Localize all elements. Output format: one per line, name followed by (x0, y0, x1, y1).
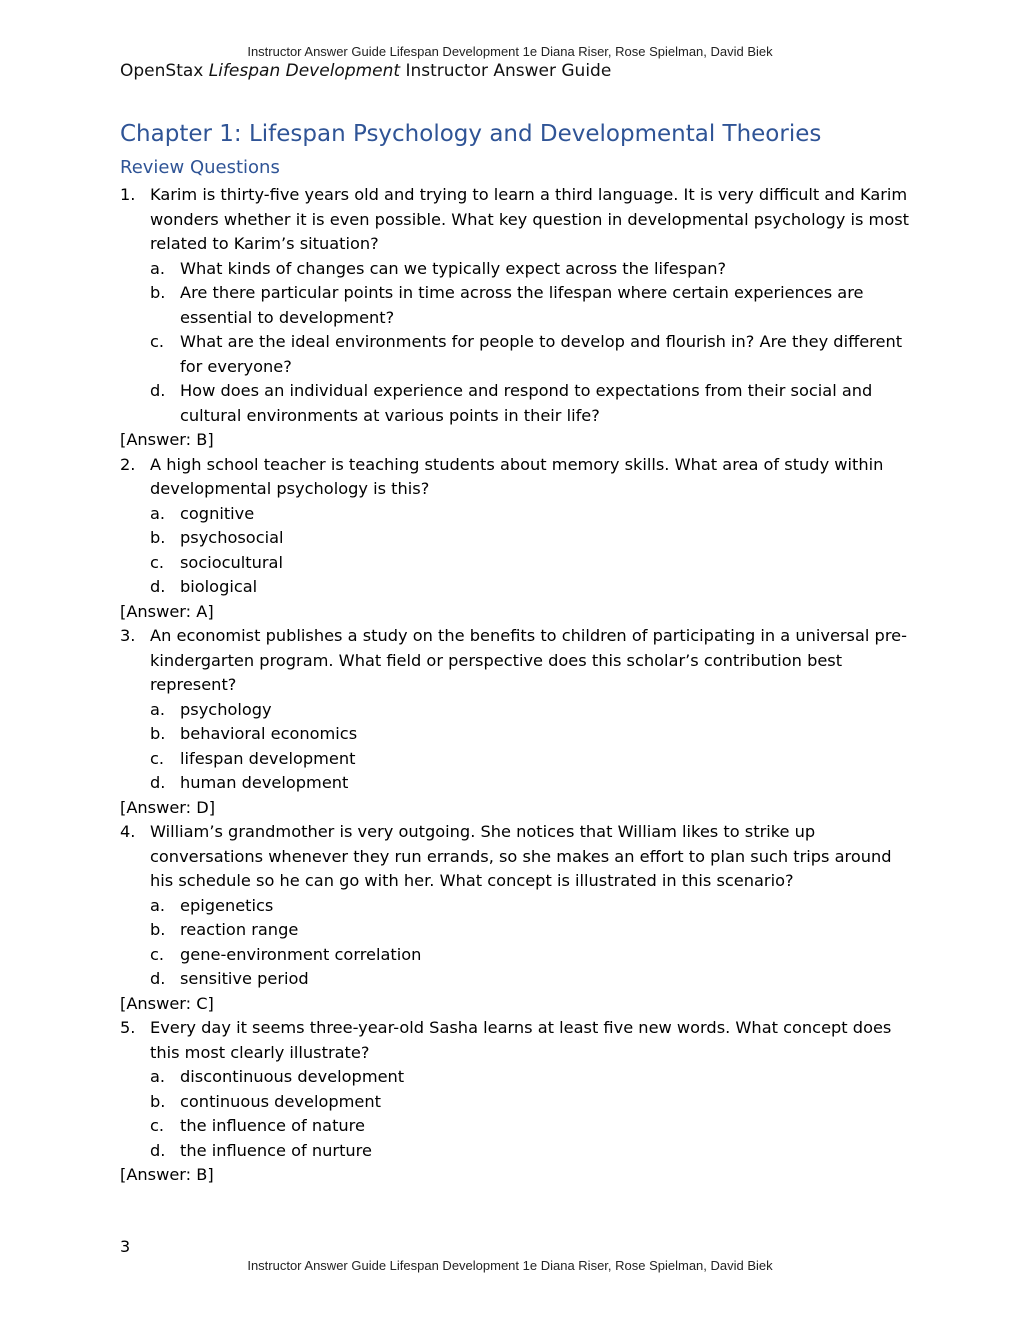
answer-key: [Answer: C] (120, 993, 214, 1013)
option-text: discontinuous development (180, 1067, 405, 1086)
answer-option (120, 551, 910, 576)
question-item (120, 1016, 910, 1065)
option-letter: c. (150, 552, 165, 572)
option-letter: d. (150, 577, 166, 596)
answer-option (120, 575, 910, 600)
option-letter: d. (150, 773, 166, 792)
option-text: What are the ideal environments for people to develop and flourish in? Are they different for everyone? (180, 332, 903, 376)
option-text: the influence of nurture (180, 1140, 372, 1160)
header-guide: Instructor Answer Guide (405, 61, 612, 81)
option-letter: c. (150, 332, 165, 351)
answer-key: [Answer: B] (120, 430, 214, 449)
answer-option (120, 1139, 910, 1164)
option-letter: b. (150, 1091, 166, 1111)
page-number: 3 (120, 1237, 131, 1256)
answer-option (120, 502, 910, 527)
option-text: Are there particular points in time across the lifespan where certain experiences are essential to development? (180, 283, 864, 327)
option-letter: c. (150, 1116, 165, 1135)
option-text: reaction range (180, 920, 299, 939)
answer-option (120, 918, 910, 943)
answer-option (120, 747, 910, 772)
option-letter: b. (150, 920, 166, 939)
option-text: cognitive (180, 503, 255, 523)
option-text: the influence of nature (180, 1116, 365, 1135)
option-text: human development (180, 773, 349, 792)
option-text: biological (180, 577, 258, 596)
option-letter: a. (150, 258, 166, 278)
answer-option (120, 1114, 910, 1139)
header-publisher: OpenStax (120, 61, 204, 81)
question-number: 5. (120, 1018, 136, 1037)
option-text: What kinds of changes can we typically expect across the lifespan? (180, 258, 727, 278)
questions-list (120, 183, 910, 1188)
question-item (120, 183, 910, 257)
question-number: 3. (120, 626, 136, 645)
option-letter: b. (150, 724, 166, 743)
question-text: An economist publishes a study on the benefits to children of participating in a universal pre-kindergarten program. What field or perspective does this scholar’s contribution best represent? (150, 626, 907, 694)
answer-key: [Answer: D] (120, 797, 216, 817)
running-header: Instructor Answer Guide Lifespan Development 1e Diana Riser, Rose Spielman, David Biek (247, 44, 773, 59)
option-text: gene-environment correlation (180, 944, 422, 964)
option-text: psychology (180, 699, 272, 719)
answer-option (120, 257, 910, 282)
question-number: 2. (120, 454, 136, 474)
option-text: lifespan development (180, 748, 356, 768)
option-text: psychosocial (180, 528, 284, 547)
option-letter: c. (150, 944, 165, 964)
option-letter: d. (150, 969, 166, 988)
question-text: William’s grandmother is very outgoing. She notices that William likes to strike up conversations whenever they run errands, so she makes an effort to plan such trips around his schedule so he can go with her. What concept is illustrated in this scenario? (150, 822, 892, 890)
running-footer: Instructor Answer Guide Lifespan Development 1e Diana Riser, Rose Spielman, David Biek (247, 1258, 773, 1273)
answer-option (120, 698, 910, 723)
question-item (120, 453, 910, 502)
answer-option (120, 722, 910, 747)
option-letter: c. (150, 748, 165, 768)
option-text: behavioral economics (180, 724, 358, 743)
question-item (120, 820, 910, 894)
option-letter: d. (150, 1140, 166, 1160)
document-header (120, 61, 611, 81)
section-title: Review Questions (120, 157, 280, 178)
option-letter: a. (150, 699, 166, 719)
answer-option (120, 1090, 910, 1115)
header-book-title: Lifespan Development (208, 61, 401, 81)
option-letter: a. (150, 895, 166, 915)
option-text: How does an individual experience and respond to expectations from their social and cultural environments at various points in their life? (180, 381, 873, 425)
answer-option (120, 379, 910, 428)
option-letter: b. (150, 528, 166, 547)
option-text: sensitive period (180, 969, 309, 988)
option-text: sociocultural (180, 552, 283, 572)
question-number: 1. (120, 185, 136, 204)
option-letter: a. (150, 503, 166, 523)
question-text: A high school teacher is teaching students about memory skills. What area of study within developmental psychology is this? (150, 454, 884, 498)
answer-option (120, 771, 910, 796)
answer-option (120, 526, 910, 551)
question-number: 4. (120, 822, 136, 841)
question-text: Every day it seems three-year-old Sasha learns at least five new words. What concept does this most clearly illustrate? (150, 1018, 892, 1062)
answer-option (120, 1065, 910, 1090)
answer-option (120, 943, 910, 968)
option-letter: d. (150, 381, 166, 400)
answer-option (120, 894, 910, 919)
answer-option (120, 967, 910, 992)
question-text: Karim is thirty-five years old and trying to learn a third language. It is very difficult and Karim wonders whether it is even possible. What key question in developmental psychology is most related to Karim’s situation? (150, 185, 910, 253)
option-letter: a. (150, 1067, 166, 1086)
answer-option (120, 330, 910, 379)
option-letter: b. (150, 283, 166, 302)
answer-option (120, 281, 910, 330)
answer-key: [Answer: B] (120, 1165, 214, 1184)
option-text: epigenetics (180, 895, 274, 915)
question-item (120, 624, 910, 698)
option-text: continuous development (180, 1091, 381, 1111)
answer-key: [Answer: A] (120, 601, 214, 621)
chapter-title: Chapter 1: Lifespan Psychology and Developmental Theories (120, 121, 822, 147)
